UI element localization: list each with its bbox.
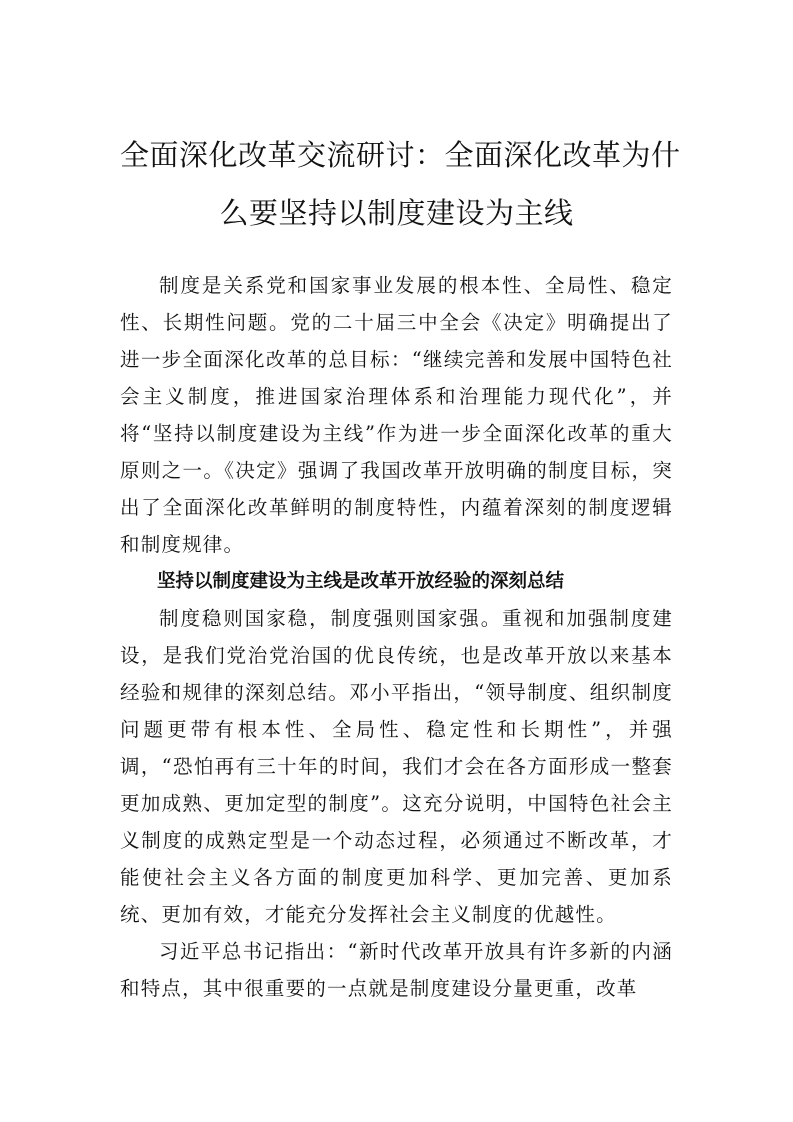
document-title [120,126,681,242]
title-line-1: 全面深化改革交流研讨：全面深化改革为什 [120,138,681,172]
paragraph-2: 制度稳则国家稳，制度强则国家强。重视和加强制度建设，是我们党治党治国的优良传统，也是改革开放以来基本经验和规律的深刻总结。邓小平指出，“领导制度、组织制度问题更带有根本性、全局性、稳定性和长期性”，并强调，“恐怕再有三十年的时间，我们才会在各方面形成一整套更加成熟、更加定型的制度”。这充分说明，中国特色社会主义制度的成熟定型是一个动态过程，必须通过不断改革，才能使社会主义各方面的制度更加科学、更加完善、更加系统、更加有效，才能充分发挥社会主义制度的优越性。 [120,607,673,926]
title-line-2: 么要坚持以制度建设为主线 [219,196,574,230]
paragraph-3: 习近平总书记指出：“新时代改革开放具有许多新的内涵和特点，其中很重要的一点就是制度建设分量更重，改革 [120,940,673,1000]
paragraph-1: 制度是关系党和国家事业发展的根本性、全局性、稳定性、长期性问题。党的二十届三中全会《决定》明确提出了进一步全面深化改革的总目标：“继续完善和发展中国特色社会主义制度，推进国家治理体系和治理能力现代化”，并将“坚持以制度建设为主线”作为进一步全面深化改革的重大原则之一。《决定》强调了我国改革开放明确的制度目标，突出了全面深化改革鲜明的制度特性，内蕴着深刻的制度逻辑和制度规律。 [120,274,673,556]
section-heading: 坚持以制度建设为主线是改革开放经验的深刻总结 [157,571,565,592]
